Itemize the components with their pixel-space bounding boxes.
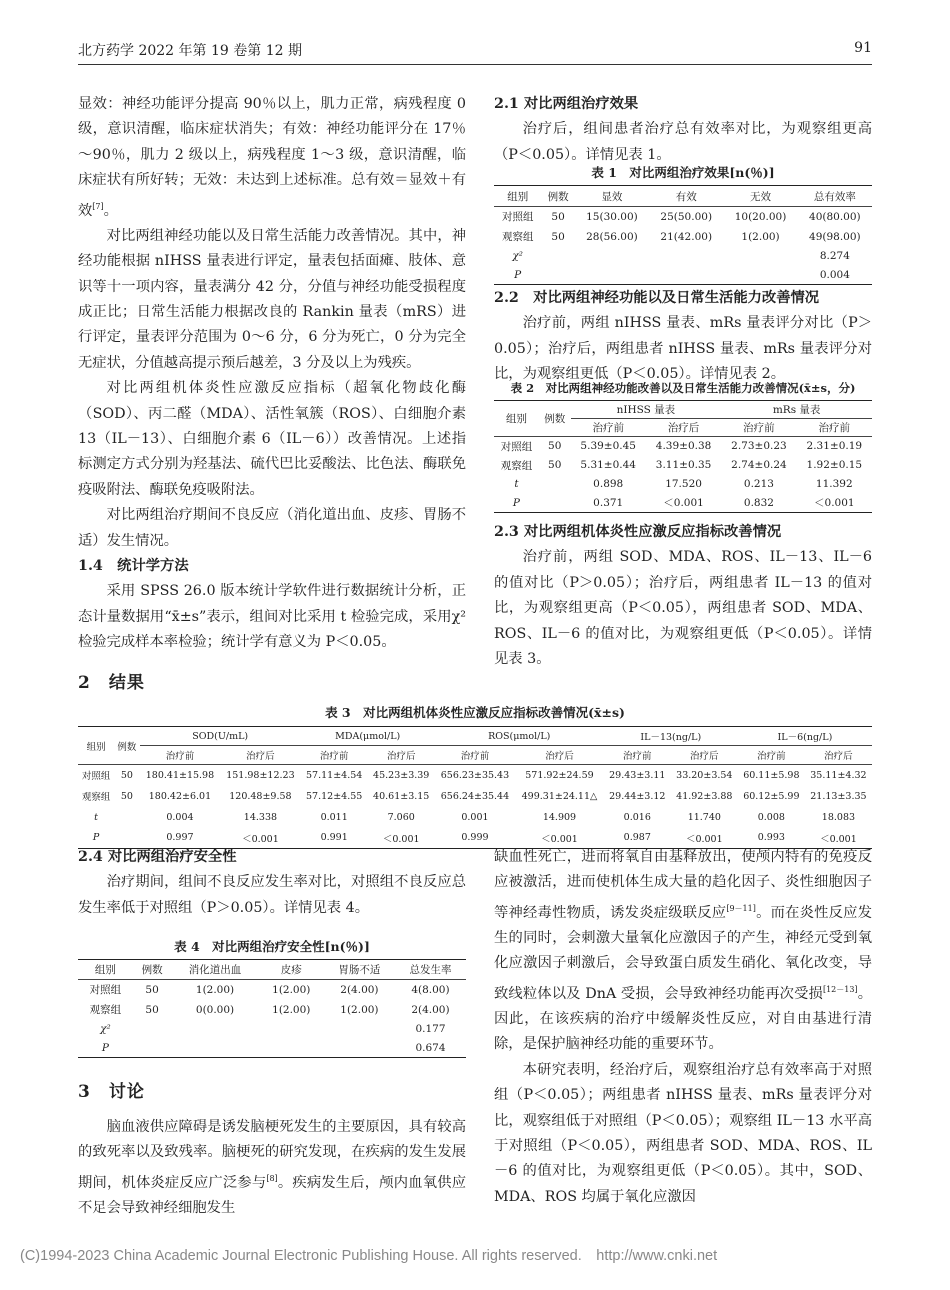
- table-header: 例数: [141, 964, 163, 976]
- table-cell: 2.74±0.24: [731, 459, 787, 471]
- table-cell: 0.016: [623, 811, 651, 823]
- right-column-upper: [494, 92, 872, 168]
- table-3: [78, 703, 872, 849]
- table-cell: [171, 1039, 258, 1058]
- table-cell: 观察组: [501, 231, 534, 243]
- table-header: mRs 量表: [721, 401, 872, 419]
- table-subheader: 治疗后: [545, 751, 574, 762]
- table-cell: P: [512, 496, 520, 509]
- table-subheader: 治疗后: [667, 422, 700, 434]
- table-cell: 7.060: [387, 811, 415, 823]
- table-cell: 0.674: [415, 1041, 446, 1054]
- table-cell: 2.31±0.19: [806, 440, 863, 453]
- table-cell: 49(98.00): [809, 230, 861, 243]
- table-cell: [133, 1020, 172, 1039]
- table-cell: 5.31±0.44: [580, 459, 636, 471]
- left-column-lower: [78, 845, 466, 921]
- table-cell: 14.338: [243, 811, 278, 823]
- table-cell: 499.31±24.11△: [521, 790, 598, 802]
- table-cell: [649, 247, 723, 266]
- table-cell: 1(2.00): [272, 983, 311, 996]
- table-subheader: 治疗前: [319, 751, 349, 762]
- page-number: 91: [854, 40, 872, 56]
- table-1: [494, 163, 872, 285]
- table-cell: 0.997: [166, 832, 194, 844]
- right-column-mid: [494, 286, 872, 388]
- table-subheader: 治疗前: [165, 751, 195, 762]
- table-cell: 21(42.00): [660, 230, 713, 243]
- table-subheader: 治疗前: [743, 422, 775, 434]
- table-cell: 151.98±12.23: [226, 769, 295, 781]
- table-4: [78, 937, 466, 1058]
- table-cell: [171, 1020, 258, 1039]
- table-cell: 1.92±0.15: [806, 459, 863, 471]
- table-header: 例数: [539, 401, 571, 437]
- table-row: [494, 475, 872, 494]
- table-row: [494, 266, 872, 285]
- table-cell: 120.48±9.58: [229, 790, 292, 802]
- table-header: 有效: [675, 190, 697, 203]
- section-heading-results: 2 结果: [78, 673, 145, 693]
- table-cell: 0.008: [757, 811, 785, 823]
- table-cell: 0.371: [593, 496, 624, 509]
- table-cell: 57.11±4.54: [306, 769, 363, 781]
- table-cell: 1(2.00): [741, 230, 780, 243]
- right-column-discussion: [494, 845, 872, 1210]
- table-cell: 14.909: [542, 811, 577, 823]
- paragraph: 脑血液供应障碍是诱发脑梗死发生的主要原因，具有较高的致死率以及致残率。脑梗死的研究发现，在疾病的发生发展期间，机体炎症反应广泛参与[8]。疾病发生后，颅内血氧供应不足会导致神经细胞发生: [78, 1119, 466, 1216]
- table-cell: [133, 1039, 172, 1058]
- section-heading: 2.4 对比两组治疗安全性: [78, 849, 237, 865]
- table-cell: 0.011: [320, 811, 348, 823]
- right-column-lower: [494, 520, 872, 672]
- paragraph: 对比两组机体炎性应激反应指标（超氧化物歧化酶（SOD）、丙二醛（MDA）、活性氧簇（ROS）、白细胞介素 13（IL－13）、白细胞介素 6（IL－6））改善情况。上述指标测定方式分别为羟基法、硫代巴比妥酸法、比色法、酶联免疫吸附法、酶联免疫吸附法。: [78, 380, 466, 498]
- table-cell: 0.987: [623, 832, 651, 844]
- section-heading: 1.4 统计学方法: [78, 558, 189, 575]
- table-cell: 1(2.00): [195, 983, 235, 996]
- table-cell: 0.004: [819, 268, 850, 281]
- table-cell: 656.23±35.43: [440, 769, 510, 781]
- table-subheader: 治疗前: [818, 422, 851, 434]
- table-header: MDA(μmol/L): [301, 727, 435, 746]
- table-cell: 0(0.00): [195, 1003, 235, 1016]
- table-header: nIHSS 量表: [571, 401, 722, 419]
- table-caption: 表 4 对比两组治疗安全性[n(％)]: [174, 939, 370, 954]
- table-subheader: 治疗后: [690, 751, 719, 762]
- table-cell: 40.61±3.15: [373, 790, 430, 802]
- table-cell: ＜0.001: [820, 833, 857, 845]
- section-heading: 2.2 对比两组神经功能以及日常生活能力改善情况: [494, 290, 820, 306]
- table-cell: 3.11±0.35: [655, 459, 712, 471]
- table-cell: [723, 247, 797, 266]
- table-cell: 57.12±4.55: [306, 790, 363, 802]
- table-cell: 28(56.00): [586, 230, 638, 243]
- table-cell: 5.39±0.45: [580, 440, 636, 453]
- paragraph: 缺血性死亡，进而将氧自由基释放出，使颅内特有的免疫反应被激活，进而使机体生成大量的趋化因子、炎性细胞因子等神经毒性物质，诱发炎症级联反应[9－11]。而在炎性反应发生的同时，会刺激大量氧化应激因子的产生，神经元受到氧化应激因子刺激后，会导致蛋白质发生硝化、氧化改变，导致线粒体以及 DnA 受损，会导致神经功能再次受损[12－13]。因此，在该疾病的治疗中缓解炎性反应，对自由基进行清除，是保护脑神经功能的重要环节。: [494, 849, 873, 1053]
- paragraph: 对比两组治疗期间不良反应（消化道出血、皮疹、胃肠不适）发生情况。: [78, 507, 466, 549]
- table-cell: 0.001: [461, 811, 489, 823]
- table-subheader: 治疗前: [623, 751, 652, 762]
- table-row: [78, 765, 872, 786]
- table-header: ROS(μmol/L): [435, 727, 604, 746]
- table-cell: 1(2.00): [272, 1003, 311, 1016]
- table-cell: 180.42±6.01: [148, 790, 212, 802]
- table-cell: 571.92±24.59: [525, 769, 594, 781]
- table-cell: P: [101, 1041, 109, 1054]
- table-cell: 2(4.00): [411, 1003, 450, 1016]
- table-cell: 0.177: [415, 1023, 446, 1035]
- table-subheader: 治疗前: [460, 751, 490, 762]
- table-cell: χ²: [512, 250, 523, 262]
- table-cell: 40(80.00): [809, 210, 861, 223]
- table-header: 总发生率: [409, 964, 452, 976]
- table-cell: 观察组: [500, 459, 533, 472]
- table-row: [78, 980, 466, 1000]
- table-row: [78, 807, 872, 828]
- table-cell: 17.520: [665, 478, 702, 490]
- section-heading-discussion: 3 讨论: [78, 1082, 145, 1102]
- table-cell: t: [94, 811, 98, 823]
- table-subheader: 治疗后: [246, 751, 275, 762]
- table-cell: 0.213: [743, 478, 774, 490]
- table-cell: 18.083: [821, 811, 856, 823]
- table-cell: [575, 266, 649, 285]
- table-row: [78, 1020, 466, 1039]
- table-row: [494, 207, 872, 227]
- table-header: 显效: [601, 190, 623, 203]
- table-header: 组别: [78, 727, 114, 765]
- running-header: [78, 40, 872, 65]
- table-cell: 2.73±0.23: [731, 440, 787, 453]
- paragraph: 对比两组神经功能以及日常生活能力改善情况。其中，神经功能根据 nIHSS 量表进行评定，量表包括面瘫、肢体、意识等十一项内容，量表满分 42 分，分值与神经功能受损程度成正比；日常生活能力根据改良的 Rankin 量表（mRS）进行评定，量表评分范围为 0～6 分，6 分为死亡，0 分为完全无症状，分值越高提示预后越差，3 分及以上为残疾。: [78, 227, 466, 371]
- table-caption: 表 1 对比两组治疗效果[n(％)]: [591, 165, 775, 180]
- table-cell: 50: [145, 983, 159, 996]
- table-cell: 4.39±0.38: [655, 440, 712, 453]
- table-cell: [324, 1020, 395, 1039]
- table-subheader: 治疗后: [386, 751, 416, 762]
- table-row: [78, 1039, 466, 1058]
- table-header: 消化道出血: [188, 964, 242, 976]
- table-cell: 50: [120, 769, 133, 781]
- table-cell: 60.11±5.98: [743, 769, 800, 781]
- table-cell: [575, 247, 649, 266]
- table-row: [494, 494, 872, 513]
- table-cell: ＜0.001: [663, 497, 704, 510]
- table-cell: 对照组: [500, 440, 533, 453]
- paragraph: 显效：神经功能评分提高 90％以上，肌力正常，病残程度 0 级，意识清醒，临床症状消失；有效：神经功能评分在 17％～90％，肌力 2 级以上，病残程度 1～3 级，意识清醒，临床症状有所好转；无效：未达到上述标准。总有效＝显效＋有效[7]。: [78, 96, 466, 219]
- table-cell: 对照组: [81, 771, 111, 783]
- table-cell: 29.44±3.12: [609, 790, 666, 802]
- table-cell: ＜0.001: [814, 497, 855, 510]
- table-cell: 50: [551, 230, 565, 243]
- table-cell: 35.11±4.32: [810, 769, 867, 781]
- table-cell: 0.004: [166, 811, 194, 823]
- table-cell: 50: [120, 790, 133, 802]
- table-cell: ＜0.001: [685, 833, 723, 845]
- table-row: [78, 1000, 466, 1020]
- table-caption: 表 3 对比两组机体炎性应激反应指标改善情况(x̄±s): [325, 705, 625, 720]
- citation: [8]: [266, 1173, 278, 1183]
- paragraph: 采用 SPSS 26.0 版本统计学软件进行数据统计分析，正态计量数据用“x̄±s”表示，组间对比采用 t 检验完成，采用χ² 检验完成样本率检验；统计学有意义为 P＜0.05。: [78, 583, 466, 651]
- table-cell: 0.898: [593, 478, 624, 490]
- table-cell: t: [514, 478, 519, 490]
- table-cell: 180.41±15.98: [145, 769, 215, 781]
- table-cell: [324, 1039, 395, 1058]
- table-cell: 21.13±3.35: [810, 790, 867, 802]
- left-column-discussion: [78, 1115, 466, 1221]
- table-cell: 50: [548, 459, 562, 471]
- table-header: 组别: [494, 401, 539, 437]
- table-cell: 11.392: [815, 478, 853, 490]
- table-2: [494, 380, 872, 513]
- table-cell: χ²: [100, 1023, 111, 1035]
- table-cell: 4(8.00): [411, 983, 450, 996]
- table-cell: [539, 494, 571, 513]
- table-cell: 50: [548, 440, 562, 453]
- table-subheader: 治疗前: [757, 751, 786, 762]
- table-header: SOD(U/mL): [140, 727, 301, 746]
- table-row: [494, 247, 872, 266]
- table-cell: ＜0.001: [242, 833, 279, 845]
- table-cell: 0.832: [743, 496, 774, 509]
- table-header: IL－6(ng/L): [738, 727, 872, 746]
- table-cell: 25(50.00): [660, 210, 713, 223]
- table-row: [494, 456, 872, 475]
- paragraph: 治疗前，两组 SOD、MDA、ROS、IL－13、IL－6 的值对比（P＞0.05）；治疗后，两组患者 IL－13 的值对比，为观察组更高（P＜0.05），两组患者 SOD、MDA、ROS、IL－6 的值对比，为观察组更低（P＜0.05）。详情见表 3。: [494, 549, 872, 668]
- table-cell: 观察组: [81, 792, 111, 803]
- table-row: [78, 786, 872, 807]
- table-cell: 0.993: [757, 832, 785, 844]
- table-cell: [723, 266, 797, 285]
- table-cell: [649, 266, 723, 285]
- table-cell: 50: [551, 210, 565, 223]
- table-cell: 656.24±35.44: [440, 790, 510, 802]
- table-cell: [541, 266, 574, 285]
- journal-title: 北方药学 2022 年第 19 卷第 12 期: [78, 43, 302, 59]
- table-cell: 41.92±3.88: [676, 790, 733, 802]
- table-cell: 对照组: [89, 984, 122, 997]
- citation: [7]: [92, 201, 104, 211]
- table-cell: [541, 247, 574, 266]
- table-cell: 50: [145, 1003, 159, 1016]
- table-cell: P: [514, 268, 522, 281]
- table-header: 例数: [547, 190, 569, 203]
- table-cell: 11.740: [687, 811, 721, 823]
- citation: [9－11]: [726, 903, 756, 913]
- table-cell: P: [92, 832, 100, 844]
- table-cell: 0.991: [320, 832, 348, 844]
- table-cell: [259, 1020, 324, 1039]
- table-cell: [539, 475, 571, 494]
- paragraph: 治疗期间，组间不良反应发生率对比，对照组不良反应总发生率低于对照组（P＞0.05）。详情见表 4。: [78, 874, 466, 916]
- section-heading: 2.3 对比两组机体炎性应激反应指标改善情况: [494, 524, 782, 540]
- table-cell: 2(4.00): [340, 983, 379, 996]
- table-caption: 表 2 对比两组神经功能改善以及日常生活能力改善情况(x̄±s，分): [510, 381, 856, 395]
- paragraph: 本研究表明，经治疗后，观察组治疗总有效率高于对照组（P＜0.05）；两组患者 nIHSS 量表、mRs 量表评分对比，观察组低于对照组（P＜0.05）；观察组 IL－13 水平高于对照组（P＜0.05），两组患者 SOD、MDA、ROS、IL－6 的值对比，为观察组更低（P＜0.05）。其中，SOD、MDA、ROS 均属于氧化应激因: [494, 1061, 872, 1205]
- table-cell: [114, 807, 140, 828]
- table-cell: 45.23±3.39: [373, 769, 430, 781]
- table-subheader: 治疗后: [824, 751, 853, 762]
- table-row: [494, 227, 872, 247]
- section-heading: 2.1 对比两组治疗效果: [494, 96, 639, 112]
- table-cell: 10(20.00): [734, 210, 787, 223]
- table-header: 无效: [750, 190, 772, 203]
- table-cell: 60.12±5.99: [743, 790, 800, 802]
- table-header: 总有效率: [813, 190, 856, 203]
- table-cell: 15(30.00): [586, 210, 638, 223]
- copyright-footer: (C)1994-2023 China Academic Journal Electronic Publishing House. All rights reserved. http://www.cnki.net: [20, 1248, 718, 1264]
- table-cell: 观察组: [89, 1004, 122, 1016]
- paragraph: 治疗前，两组 nIHSS 量表、mRs 量表评分对比（P＞0.05）；治疗后，两组患者 nIHSS 量表、mRs 量表评分对比，为观察组更低（P＜0.05）。详情见表 2。: [494, 315, 872, 383]
- paragraph: 治疗后，组间患者治疗总有效率对比，为观察组更高（P＜0.05）。详情见表 1。: [494, 121, 872, 163]
- table-cell: [259, 1039, 324, 1058]
- table-subheader: 治疗前: [592, 422, 624, 434]
- table-cell: 1(2.00): [340, 1003, 379, 1016]
- table-cell: 对照组: [501, 211, 534, 224]
- table-header: 皮疹: [280, 964, 302, 976]
- table-cell: ＜0.001: [382, 833, 420, 845]
- table-row: [494, 437, 872, 456]
- table-cell: 29.43±3.11: [609, 769, 666, 781]
- table-header: 组别: [94, 964, 116, 976]
- table-cell: 8.274: [819, 250, 850, 262]
- citation: [12－13]: [822, 984, 858, 994]
- table-cell: ＜0.001: [541, 833, 578, 845]
- table-header: 组别: [507, 190, 529, 203]
- table-cell: 33.20±3.54: [676, 769, 733, 781]
- table-cell: 0.999: [461, 832, 489, 844]
- table-header: 胃肠不适: [338, 964, 381, 976]
- left-column-upper: [78, 92, 466, 656]
- table-header: IL－13(ng/L): [604, 727, 738, 746]
- table-header: 例数: [114, 727, 140, 765]
